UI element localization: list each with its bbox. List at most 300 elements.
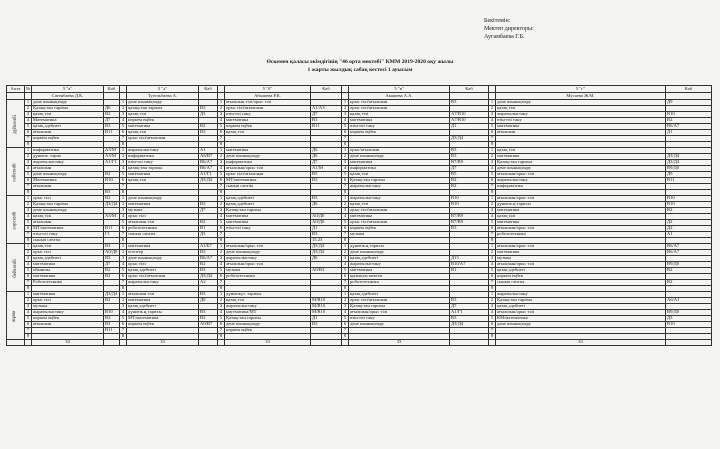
lesson-number: 4 (218, 118, 225, 124)
room-cell: А7/В10 (450, 118, 489, 124)
lesson-number: 3 (489, 160, 496, 166)
subject-cell: орыс тілі/ағылшын (349, 100, 450, 106)
room-cell: В5 (311, 172, 342, 178)
room-cell: В10/А7 (450, 262, 489, 268)
room-cell: В6/А7 (199, 160, 218, 166)
room-cell: В3 (199, 130, 218, 136)
schedule-table (6, 85, 712, 346)
lesson-number: 1 (120, 244, 127, 250)
lesson-number: 6 (120, 226, 127, 232)
lesson-number: 1 (25, 196, 32, 202)
lesson-number: 5 (489, 316, 496, 322)
lesson-number: 5 (218, 268, 225, 274)
subject-cell: өзін-өзі тану (127, 160, 199, 166)
subject-cell: қазақ әдебиеті (32, 256, 104, 262)
lesson-number: 7 (25, 280, 32, 286)
day-name: сәрсенбі (12, 210, 18, 230)
room-cell: А1/Г1 (450, 310, 489, 316)
subject-cell: ағылшын/орыс тілі (496, 310, 666, 316)
subject-cell: орыс тілі (127, 214, 199, 220)
lesson-number: 8 (120, 142, 127, 148)
room-cell: Д3/Д4 (450, 136, 489, 142)
lesson-number: 2 (120, 250, 127, 256)
subject-cell: математика (349, 214, 450, 220)
room-cell: А0/Д0 (311, 220, 342, 226)
approval-line-2: Мектеп директоры: (484, 26, 534, 33)
subject-cell: қазақ тілі (127, 112, 199, 118)
lesson-number: 4 (218, 166, 225, 172)
subject-cell: жаратылыстану (225, 304, 311, 310)
subject-cell: орыс тілі/ағылшын (127, 136, 199, 142)
room-cell: Д6 (311, 148, 342, 154)
lesson-number: 7 (342, 328, 349, 334)
room-cell: В11 (311, 124, 342, 130)
lesson-number: 4 (25, 214, 32, 220)
subject-cell: дүниеж.ң тарихы (496, 202, 666, 208)
room-cell: В2 (450, 178, 489, 184)
subject-cell: Қазақстан тарихы (496, 298, 666, 304)
lesson-number: 6 (120, 322, 127, 328)
lesson-number: 1 (489, 196, 496, 202)
lesson-number: 8 (342, 190, 349, 196)
room-cell: В6/А7 (199, 166, 218, 172)
subject-cell: дене шынықтыру (349, 250, 450, 256)
lesson-number: 1 (25, 148, 32, 154)
subject-cell: математика (225, 214, 311, 220)
room-cell: Д7 (450, 166, 489, 172)
room-cell: Д3/Д4 (311, 244, 342, 250)
lesson-number: 3 (218, 160, 225, 166)
lesson-number: 7 (489, 328, 496, 334)
subject-cell: қазақ тілі (127, 130, 199, 136)
room-cell: В2 (199, 124, 218, 130)
subject-cell: математика (127, 172, 199, 178)
subject-cell: орыс тілі/ағылшын (127, 274, 199, 280)
room-cell: В3 (311, 178, 342, 184)
lesson-number: 4 (218, 262, 225, 268)
subject-cell: математика/МТ (225, 310, 311, 316)
subject-cell: орыс тілі/ағылшын (225, 172, 311, 178)
room-cell: Д3/Д4 (666, 160, 712, 166)
lesson-number: 5 (25, 316, 32, 322)
lesson-number: 3 (25, 112, 32, 118)
subject-cell: Математика (32, 178, 104, 184)
lesson-number: 1 (25, 292, 32, 298)
subject-cell: сынып сағаты (127, 232, 199, 238)
day-label (7, 100, 25, 148)
room-cell: А1/Г1 (104, 160, 120, 166)
lesson-number: 2 (120, 154, 127, 160)
room-cell: В2 (450, 184, 489, 190)
room-cell: А6/В7 (199, 154, 218, 160)
subject-cell: математика (496, 154, 666, 160)
subject-cell: математика (225, 220, 311, 226)
room-cell: Д3/Д4 (311, 250, 342, 256)
subject-cell: ағылшын/орыс тілі (225, 166, 311, 172)
subject-cell: сынып сағаты (496, 280, 666, 286)
subject-cell: музыка (496, 256, 666, 262)
lesson-number: 2 (25, 106, 32, 112)
day-name: жұма (12, 310, 18, 322)
subject-cell: дене шынықтыру (349, 154, 450, 160)
subject-cell: жаратылыстану (349, 196, 450, 202)
room-cell: В3 (104, 190, 120, 196)
subject-cell: дене шынықтыру (32, 208, 104, 214)
room-cell: Г1 (104, 232, 120, 238)
subject-cell: жаратылыстану (496, 178, 666, 184)
lesson-number: 6 (25, 226, 32, 232)
lesson-number: 1 (342, 292, 349, 298)
lesson-number: 1 (342, 196, 349, 202)
room-cell: М/В10 (311, 304, 342, 310)
room-cell: Д13 (450, 256, 489, 262)
lesson-number: 5 (489, 124, 496, 130)
room-cell: В3 (450, 316, 489, 322)
room-cell: А1/Б7 (199, 244, 218, 250)
lesson-number: 3 (342, 160, 349, 166)
lesson-number: 2 (489, 298, 496, 304)
total-ae: 33 (127, 340, 199, 346)
room-cell: В10 (666, 196, 712, 202)
lesson-number: 8 (342, 238, 349, 244)
lesson-number: 6 (489, 274, 496, 280)
subject-cell: дене шынықтыру (496, 100, 666, 106)
subject-cell: Қазақстан тарихы (32, 202, 104, 208)
subject-cell: ағылшын тілі (127, 220, 199, 226)
header-group-g: 5 "г" (496, 86, 666, 93)
room-cell: Д9 (666, 100, 712, 106)
lesson-number: 1 (120, 100, 127, 106)
room-cell: В10 (450, 202, 489, 208)
lesson-number: 8 (489, 190, 496, 196)
lesson-number: 4 (342, 118, 349, 124)
subject-cell: қазақ тілі (225, 298, 311, 304)
subject-cell: Математика (32, 118, 104, 124)
lesson-number: 6 (25, 274, 32, 280)
lesson-number: 7 (120, 136, 127, 142)
subject-cell: жаратылыстану (349, 184, 450, 190)
lesson-number: 7 (342, 184, 349, 190)
lesson-number: 4 (120, 118, 127, 124)
lesson-number: 3 (342, 208, 349, 214)
header-apta: Апта (7, 86, 25, 93)
subject-cell: орыс тілі (32, 250, 104, 256)
header-group-v: 5 "в" (349, 86, 450, 93)
room-cell: В2 (199, 316, 218, 322)
room-cell: В1 (450, 268, 489, 274)
lesson-number: 1 (342, 100, 349, 106)
room-cell: В3 (199, 250, 218, 256)
subject-cell: көркем еңбек (225, 328, 311, 334)
lesson-number: 3 (120, 160, 127, 166)
room-cell: А1/М (311, 166, 342, 172)
lesson-number: 4 (342, 310, 349, 316)
room-cell: В3 (450, 148, 489, 154)
room-cell: В10 (104, 310, 120, 316)
lesson-number: 8 (218, 190, 225, 196)
room-cell: Д3/Д4 (104, 202, 120, 208)
subject-cell: сынып сағаты (32, 238, 104, 244)
lesson-number: 6 (218, 274, 225, 280)
lesson-number: 4 (342, 262, 349, 268)
day-label (7, 292, 25, 340)
subject-cell: МТ/математика (225, 178, 311, 184)
room-cell: Д3 (199, 232, 218, 238)
subject-cell: көркем еңбек (127, 118, 199, 124)
subject-cell: қазақ тілі (32, 244, 104, 250)
subject-cell: ағылшын/орыс тілі (225, 244, 311, 250)
lesson-number: 4 (218, 214, 225, 220)
lesson-number: 6 (342, 226, 349, 232)
subject-cell: қазақ тілі (32, 112, 104, 118)
total-g: 33 (496, 340, 666, 346)
subject-cell: КМ/математика (496, 316, 666, 322)
header-num: № (26, 85, 31, 91)
lesson-number: 1 (120, 292, 127, 298)
lesson-number: 1 (25, 100, 32, 106)
subject-cell: қазақ тілі (349, 172, 450, 178)
lesson-number: 5 (120, 172, 127, 178)
lesson-number: 4 (489, 166, 496, 172)
lesson-number: 6 (342, 274, 349, 280)
lesson-number: 5 (342, 124, 349, 130)
lesson-number: 7 (342, 280, 349, 286)
subject-cell: жаратылыстану (225, 256, 311, 262)
subject-cell: музыка (225, 268, 311, 274)
subject-cell: жаратылыстану (496, 112, 666, 118)
lesson-number: 4 (120, 166, 127, 172)
subject-cell: қазақ тілі (349, 112, 450, 118)
subject-cell: орыс тілі/ағылшын (349, 208, 450, 214)
day-label (7, 244, 25, 292)
lesson-number: 8 (489, 238, 496, 244)
subject-cell: қазақ тілі (349, 202, 450, 208)
subject-cell: жаратылыстану (127, 280, 199, 286)
lesson-number: 2 (489, 106, 496, 112)
subject-cell: математика (349, 268, 450, 274)
lesson-number: 4 (25, 310, 32, 316)
room-cell: В10 (104, 178, 120, 184)
room-cell: Д3/Д4 (104, 292, 120, 298)
subject-cell: МТ/математика (127, 316, 199, 322)
lesson-number: 1 (120, 196, 127, 202)
subject-cell: есептер (127, 250, 199, 256)
lesson-number: 3 (120, 304, 127, 310)
room-cell: В6/А7 (199, 256, 218, 262)
lesson-number: 4 (25, 262, 32, 268)
room-cell: Д7 (104, 262, 120, 268)
subject-cell: қазақ әдебиеті (349, 256, 450, 262)
lesson-number: 5 (25, 172, 32, 178)
subject-cell: ағылшын/орыс тілі (496, 262, 666, 268)
room-cell: А2 (199, 280, 218, 286)
subject-cell: қазақ тілі (127, 178, 199, 184)
lesson-number: 2 (489, 250, 496, 256)
total-a: 34 (32, 340, 104, 346)
document-subtitle: 1 жарты жылдық сабақ кестесі 1 ауысым (307, 67, 413, 73)
lesson-number: 7 (25, 136, 32, 142)
room-cell: Д1 (450, 124, 489, 130)
subject-cell: музыка (349, 232, 450, 238)
subject-cell: орыс/ағылшын (349, 148, 450, 154)
lesson-number: 5 (120, 124, 127, 130)
subject-cell: өзін-өзі тану (32, 232, 104, 238)
room-cell: В3 (450, 226, 489, 232)
subject-cell: Робототехника (32, 280, 104, 286)
teacher-v: Акашева А.А. (349, 93, 450, 100)
lesson-number: 1 (218, 196, 225, 202)
room-cell: В11 (104, 328, 120, 334)
header-kab: Каб (199, 86, 218, 93)
lesson-number: 1 (25, 244, 32, 250)
lesson-number: 8 (218, 286, 225, 292)
lesson-number: 6 (342, 130, 349, 136)
room-cell: В3 (104, 124, 120, 130)
subject-cell: ағылшын/орыс тілі (496, 196, 666, 202)
room-cell: В3 (311, 322, 342, 328)
lesson-number: 6 (342, 322, 349, 328)
room-cell: Д6 (311, 202, 342, 208)
lesson-number: 6 (218, 322, 225, 328)
lesson-number: 2 (120, 202, 127, 208)
lesson-number: 4 (489, 214, 496, 220)
room-cell: В7/В9 (450, 220, 489, 226)
subject-cell: ағылшын (32, 184, 104, 190)
lesson-number: 2 (120, 106, 127, 112)
subject-cell: информатика (349, 166, 450, 172)
header-kab: Каб (104, 86, 120, 93)
lesson-number: 5 (25, 124, 32, 130)
subject-cell: орыс тілі/ағылшын (349, 106, 450, 112)
subject-cell: математика (32, 274, 104, 280)
lesson-number: 6 (489, 130, 496, 136)
lesson-number: 3 (25, 304, 32, 310)
lesson-number: 4 (489, 310, 496, 316)
lesson-number: 5 (120, 316, 127, 322)
lesson-number: 3 (25, 160, 32, 166)
room-cell: Д1 (311, 226, 342, 232)
room-cell: А1/Г1 (199, 172, 218, 178)
subject-cell: жаратылыстану (496, 292, 666, 298)
room-cell: Д3/Д4 (199, 274, 218, 280)
room-cell: А1 (666, 232, 712, 238)
subject-cell: жаратылыстану (349, 262, 450, 268)
room-cell: В5 (450, 172, 489, 178)
lesson-number: 8 (25, 286, 32, 292)
room-cell: А6/А1 (666, 298, 712, 304)
room-cell: Д0 (199, 298, 218, 304)
subject-cell: көркем еңбек (127, 322, 199, 328)
room-cell: В9/Д0 (666, 310, 712, 316)
subject-cell: көркем еңбек (496, 274, 666, 280)
day-label (7, 196, 25, 244)
subject-cell: Қазақстан тарихы (496, 160, 666, 166)
subject-cell: қызықты мектеп (349, 274, 450, 280)
subject-cell: математика (127, 298, 199, 304)
room-cell: А0/Д0 (311, 214, 342, 220)
lesson-number: 8 (342, 334, 349, 340)
room-cell: В6/А7 (666, 244, 712, 250)
approval-line-1: Бекітемін: (484, 18, 511, 24)
lesson-number: 1 (489, 100, 496, 106)
lesson-number: 4 (342, 214, 349, 220)
room-cell: В3 (311, 232, 342, 238)
room-cell: А0/В7 (199, 322, 218, 328)
subject-cell: математика (225, 148, 311, 154)
room-cell: В2 (199, 262, 218, 268)
subject-cell: ойыншы (32, 268, 104, 274)
subject-cell: дүниеж.ң тарихы (127, 310, 199, 316)
room-cell: М/В10 (311, 310, 342, 316)
room-cell: В3 (104, 322, 120, 328)
room-cell: В3 (199, 292, 218, 298)
room-cell: Д6 (311, 154, 342, 160)
subject-cell: робототехника (349, 280, 450, 286)
lesson-number: 6 (25, 322, 32, 328)
subject-cell: ағылшын тілі/орыс тілі (225, 100, 311, 106)
lesson-number: 1 (489, 148, 496, 154)
lesson-number: 4 (25, 118, 32, 124)
teacher-b: Абышева Р.К. (225, 93, 311, 100)
lesson-number: 5 (342, 268, 349, 274)
lesson-number: 8 (25, 190, 32, 196)
room-cell: В3 (311, 118, 342, 124)
subject-cell: қазақ тілі (496, 106, 666, 112)
subject-cell: орыс тілі (32, 298, 104, 304)
lesson-number: 6 (218, 226, 225, 232)
subject-cell: дене шынықтыру (225, 250, 311, 256)
room-cell: А7/В10 (450, 112, 489, 118)
subject-cell: математика (32, 292, 104, 298)
lesson-number: 2 (25, 250, 32, 256)
room-cell: Д3 (666, 316, 712, 322)
lesson-number: 1 (120, 148, 127, 154)
subject-cell: сынып сағаты (225, 184, 311, 190)
lesson-number: 4 (342, 166, 349, 172)
lesson-number: 6 (489, 322, 496, 328)
lesson-number: 5 (120, 268, 127, 274)
subject-cell: Қазақстан тарихы (225, 208, 311, 214)
lesson-number: 2 (342, 250, 349, 256)
lesson-number: 7 (342, 136, 349, 142)
room-cell: В2 (104, 172, 120, 178)
subject-cell: математика (32, 262, 104, 268)
lesson-number: 1 (489, 244, 496, 250)
room-cell: В3 (450, 100, 489, 106)
day-label (7, 148, 25, 196)
subject-cell: орыс тілі (32, 196, 104, 202)
subject-cell: математика (127, 244, 199, 250)
lesson-number: 7 (25, 328, 32, 334)
subject-cell: математика (496, 220, 666, 226)
day-name: сейсенбі (12, 162, 18, 182)
subject-cell: өзін-өзі тану (496, 118, 666, 124)
subject-cell: математика (127, 202, 199, 208)
header-group-ae: 5 "ә" (127, 86, 199, 93)
subject-cell: қазақ әдебиеті (225, 196, 311, 202)
subject-cell: ағылшын/орыс тілі (496, 172, 666, 178)
lesson-number: 6 (120, 178, 127, 184)
lesson-number: 7 (342, 232, 349, 238)
lesson-number: 6 (120, 130, 127, 136)
lesson-number: 6 (25, 178, 32, 184)
lesson-number: 6 (489, 178, 496, 184)
header-kab: Каб (666, 86, 712, 93)
room-cell: В3 (199, 310, 218, 316)
lesson-number: 4 (489, 262, 496, 268)
subject-cell: информатика (496, 184, 666, 190)
lesson-number: 7 (218, 136, 225, 142)
